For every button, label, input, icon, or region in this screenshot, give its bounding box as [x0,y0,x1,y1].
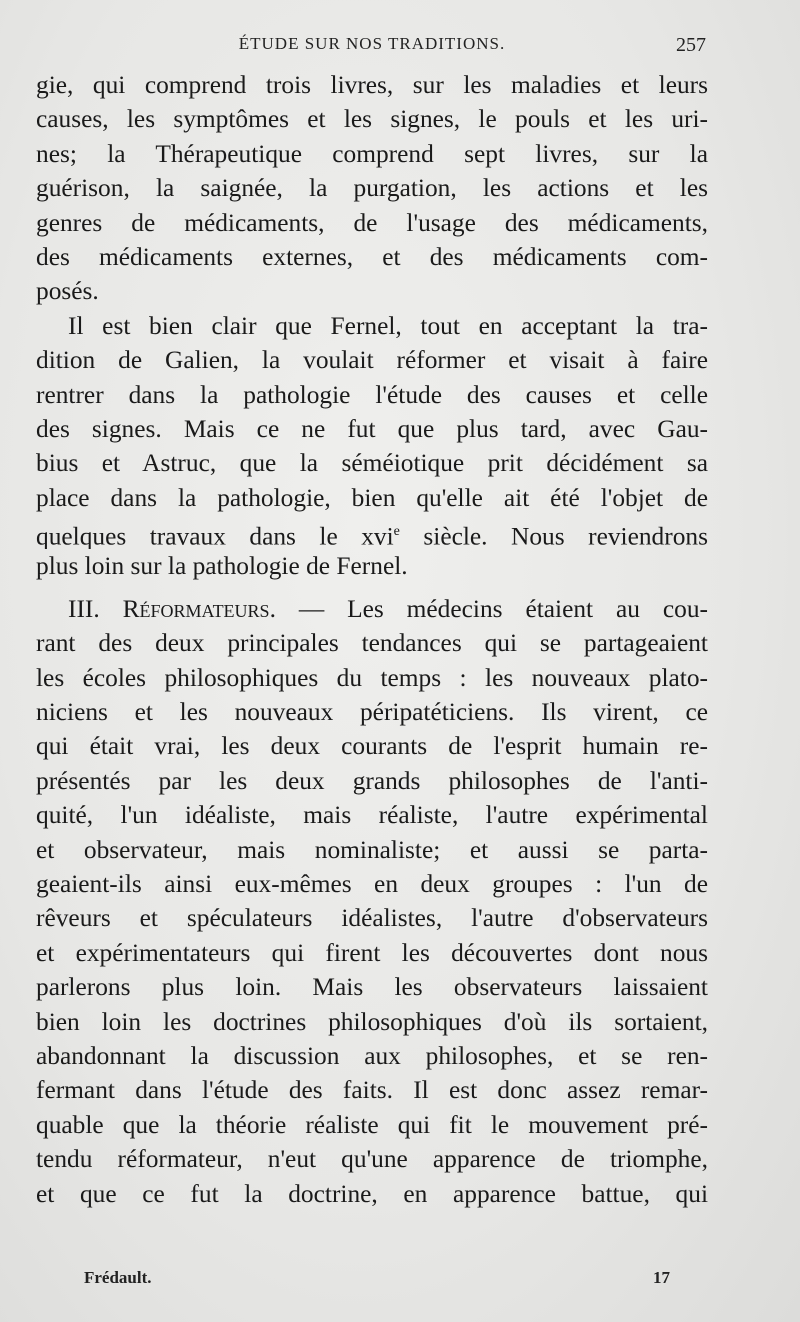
text-line: quité, l'un idéaliste, mais réaliste, l'autre expérimental [36,801,708,830]
text-line: bius et Astruc, que la séméiotique prit décidément sa [36,449,708,478]
text-line: bien loin les doctrines philosophiques d'où ils sortaient, [36,1007,708,1036]
paragraph-1 [36,68,708,309]
text-line: Il est bien clair que Fernel, tout en acceptant la tra- [68,311,708,340]
text-line: genres de médicaments, de l'usage des médicaments, [36,208,708,237]
text-line: qui était vrai, les deux courants de l'esprit humain re- [36,732,708,761]
text-line: et que ce fut la doctrine, en apparence battue, qui [36,1179,708,1208]
text-line: et observateur, mais nominaliste; et aussi se parta- [36,835,708,864]
text-line: place dans la pathologie, bien qu'elle ait été l'objet de [36,483,708,512]
text-line: fermant dans l'étude des faits. Il est donc assez remar- [36,1076,708,1105]
text-line: abandonnant la discussion aux philosophes, et se ren- [36,1041,708,1070]
page-number: 257 [676,34,706,56]
text-line: des médicaments externes, et des médicaments com- [36,242,708,271]
text-line: rentrer dans la pathologie l'étude des causes et celle [36,380,708,409]
text-line-century [36,515,708,549]
text-line: quable que la théorie réaliste qui fit le mouvement pré- [36,1110,708,1139]
text-line: présentés par les deux grands philosophes de l'anti- [36,766,708,795]
page-footer [84,1268,670,1292]
text-line: niciens et les nouveaux péripatéticiens. Ils virent, ce [36,698,708,727]
line-tail: siècle. Nous reviendrons [399,522,708,550]
text-line: guérison, la saignée, la purgation, les actions et les [36,174,708,203]
text-line: tendu réformateur, n'eut qu'une apparence de triomphe, [36,1145,708,1174]
heading-rest: — Les médecins étaient au cou- [275,594,708,623]
signature-number: 17 [653,1268,670,1287]
section-heading-line [36,592,708,626]
text-line: dition de Galien, la voulait réformer et visait à faire [36,346,708,375]
text-line: et expérimentateurs qui firent les découvertes dont nous [36,938,708,967]
text-line: posés. [36,277,99,306]
text-line: rant des deux principales tendances qui se partageaient [36,629,708,658]
text-line: causes, les symptômes et les signes, le pouls et les uri- [36,105,708,134]
text-line: rêveurs et spéculateurs idéalistes, l'autre d'observateurs [36,904,708,933]
page-header [36,34,708,58]
century-suffix: e [393,524,400,540]
text-line: parlerons plus loin. Mais les observateurs laissaient [36,973,708,1002]
text-line: gie, qui comprend trois livres, sur les maladies et leurs [36,71,708,99]
text-line: les écoles philosophiques du temps : les nouveaux plato- [36,663,708,692]
paragraph-gap [36,584,708,592]
text-line: des signes. Mais ce ne fut que plus tard, avec Gau- [36,414,708,443]
paragraph-2 [36,309,708,584]
text-line: geaient-ils ainsi eux-mêmes en deux groupes : l'un de [36,869,708,898]
printer-signature: Frédault. [84,1268,152,1287]
paragraph-3 [36,592,708,1211]
body-text [36,68,708,1211]
line-start: quelques travaux dans le xvi [36,522,394,550]
running-title: ÉTUDE SUR NOS TRADITIONS. [238,34,506,53]
text-line: nes; la Thérapeutique comprend sept livres, sur la [36,139,708,168]
section-heading: III. Réformateurs. [68,594,276,623]
text-line: plus loin sur la pathologie de Fernel. [36,552,408,581]
